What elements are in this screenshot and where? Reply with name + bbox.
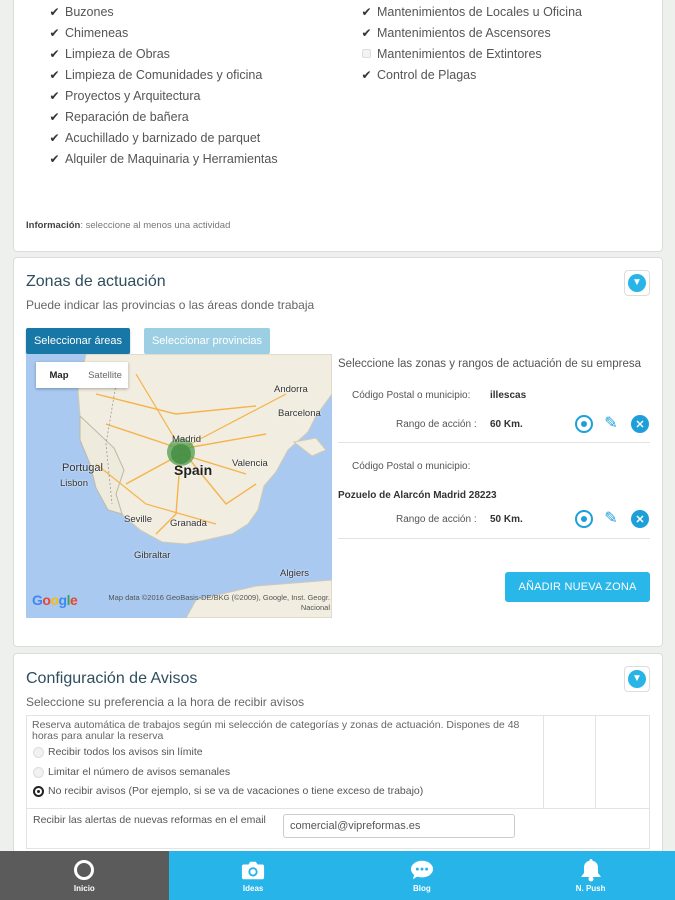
activity-item[interactable] [48, 1, 278, 22]
map-label-barcelona: Barcelona [278, 408, 321, 419]
radio-button[interactable] [33, 747, 44, 758]
zones-subtitle: Puede indicar las provincias o las áreas donde trabaja [26, 298, 315, 312]
zone-range: 50 Km. [490, 514, 523, 525]
activity-label: Chimeneas [65, 25, 129, 40]
zone-place: illescas [490, 390, 527, 401]
radio-button-selected[interactable] [33, 786, 44, 797]
alerts-description: Reserva automática de trabajos según mi selección de categorías y zonas de actuación. Dispones de 48 horas para anular la reserva [32, 719, 520, 742]
zone-place: Pozuelo de Alarcón Madrid 28223 [338, 490, 497, 501]
map-label-granada: Granada [170, 518, 207, 529]
table-divider [543, 716, 544, 808]
check-icon: ✔ [49, 25, 60, 40]
check-icon: ✔ [361, 4, 372, 19]
bottom-nav [0, 851, 675, 900]
map-label-algiers: Algiers [280, 568, 310, 579]
activities-right-column [360, 1, 582, 85]
activity-item[interactable] [360, 22, 582, 43]
zone-postal-label: Código Postal o municipio: [352, 390, 471, 401]
zone-separator [338, 442, 650, 443]
check-icon: ✔ [49, 46, 60, 61]
zones-panel [13, 257, 663, 647]
target-icon[interactable] [575, 510, 593, 528]
nav-item-inicio[interactable] [0, 851, 169, 900]
add-zone-button[interactable]: AÑADIR NUEVA ZONA [505, 572, 650, 602]
map-label-seville: Seville [124, 514, 152, 525]
nav-label: Blog [412, 884, 431, 893]
alert-option[interactable] [33, 746, 203, 758]
map-copyright: Map data ©2016 GeoBasis-DE/BKG (©2009), Google, Inst. Geogr. Nacional [108, 593, 330, 612]
activity-label: Acuchillado y barnizado de parquet [65, 130, 261, 145]
zones-intro: Seleccione las zonas y rangos de actuación de su empresa [338, 358, 642, 370]
activity-label: Mantenimientos de Ascensores [377, 25, 551, 40]
zones-title: Zonas de actuación [26, 273, 166, 290]
activity-item[interactable] [48, 64, 278, 85]
tab-select-provinces[interactable]: Seleccionar provincias [144, 328, 270, 354]
activity-item[interactable] [48, 43, 278, 64]
map-label-valencia: Valencia [232, 458, 268, 469]
close-icon[interactable]: ✕ [631, 510, 649, 528]
edit-icon[interactable]: ✎ [604, 415, 618, 432]
activity-item[interactable] [48, 85, 278, 106]
target-icon[interactable] [575, 415, 593, 433]
check-icon: ✔ [49, 4, 60, 19]
activity-label: Mantenimientos de Locales u Oficina [377, 4, 582, 19]
activity-item[interactable] [48, 127, 278, 148]
check-icon: ✔ [361, 25, 372, 40]
activity-label: Control de Plagas [377, 67, 477, 82]
info-text: : seleccione al menos una actividad [80, 220, 231, 231]
zone-range: 60 Km. [490, 419, 523, 430]
zones-map[interactable] [26, 354, 332, 618]
activity-item[interactable] [360, 43, 582, 64]
alert-option[interactable] [33, 785, 423, 797]
alert-option-label: Recibir todos los avisos sin límite [48, 746, 203, 758]
activity-label: Reparación de bañera [65, 109, 189, 124]
activity-item[interactable] [48, 106, 278, 127]
map-label-madrid: Madrid [172, 434, 202, 445]
activity-label: Mantenimientos de Extintores [377, 46, 542, 61]
map-toggle-satellite[interactable]: Satellite [88, 369, 122, 381]
radio-button[interactable] [33, 767, 44, 778]
map-label-gibraltar: Gibraltar [134, 550, 171, 561]
activity-label: Proyectos y Arquitectura [65, 88, 201, 103]
tab-select-areas[interactable]: Seleccionar áreas [26, 328, 130, 354]
chevron-down-icon: ▼ [628, 670, 646, 688]
google-logo: Google [32, 592, 78, 608]
activity-item[interactable] [360, 64, 582, 85]
activity-label: Limpieza de Obras [65, 46, 170, 61]
nav-item-ideas[interactable] [169, 851, 338, 900]
map-label-lisbon: Lisbon [60, 478, 88, 489]
edit-icon[interactable]: ✎ [604, 510, 618, 527]
check-icon: ✔ [49, 88, 60, 103]
email-label: Recibir las alertas de nuevas reformas en el email [33, 814, 266, 826]
activity-label: Limpieza de Comunidades y oficina [65, 67, 263, 82]
activity-item[interactable] [48, 22, 278, 43]
table-divider [595, 716, 596, 808]
activity-item[interactable] [360, 1, 582, 22]
activities-panel [13, 0, 663, 252]
nav-label: Ideas [242, 884, 264, 893]
nav-item-push[interactable] [506, 851, 675, 900]
check-icon: ✔ [49, 67, 60, 82]
zone-postal-label: Código Postal o municipio: [352, 461, 471, 472]
chat-bubble-icon [410, 858, 434, 882]
activities-info [26, 220, 230, 231]
activity-label: Alquiler de Maquinaria y Herramientas [65, 151, 278, 166]
check-icon: ✔ [49, 151, 60, 166]
email-input[interactable]: comercial@vipreformas.es [283, 814, 515, 838]
bell-icon [579, 858, 603, 882]
alerts-collapse-button[interactable] [624, 666, 650, 692]
alerts-title: Configuración de Avisos [26, 670, 198, 687]
check-icon: ✔ [361, 67, 372, 82]
map-label-andorra: Andorra [274, 384, 308, 395]
alert-option-label: No recibir avisos (Por ejemplo, si se va de vacaciones o tiene exceso de trabajo) [48, 785, 424, 797]
alerts-options-table [26, 715, 650, 809]
zone-range-label: Rango de acción : [396, 514, 477, 525]
activity-item[interactable] [48, 148, 278, 169]
chevron-down-icon: ▼ [628, 274, 646, 292]
checkbox-empty[interactable] [362, 49, 371, 58]
camera-icon [241, 858, 265, 882]
close-icon[interactable]: ✕ [631, 415, 649, 433]
alert-option[interactable] [33, 766, 230, 778]
map-label-spain: Spain [174, 462, 213, 478]
check-icon: ✔ [49, 109, 60, 124]
alert-option-label: Limitar el número de avisos semanales [48, 766, 231, 778]
info-bold: Información [26, 220, 81, 231]
zones-collapse-button[interactable] [624, 270, 650, 296]
activities-left-column [48, 1, 278, 169]
nav-label: Inicio [73, 884, 95, 893]
alerts-subtitle: Seleccione su preferencia a la hora de recibir avisos [26, 695, 305, 709]
home-ring-icon [72, 858, 96, 882]
zone-separator [338, 538, 650, 539]
map-type-toggle [36, 362, 128, 388]
email-row [26, 809, 650, 849]
map-label-portugal: Portugal [62, 462, 103, 474]
zone-range-label: Rango de acción : [396, 419, 477, 430]
nav-label: N. Push [575, 884, 606, 893]
activity-label: Buzones [65, 4, 114, 19]
check-icon: ✔ [49, 130, 60, 145]
map-toggle-map[interactable]: Map [49, 369, 69, 381]
nav-item-blog[interactable] [338, 851, 507, 900]
